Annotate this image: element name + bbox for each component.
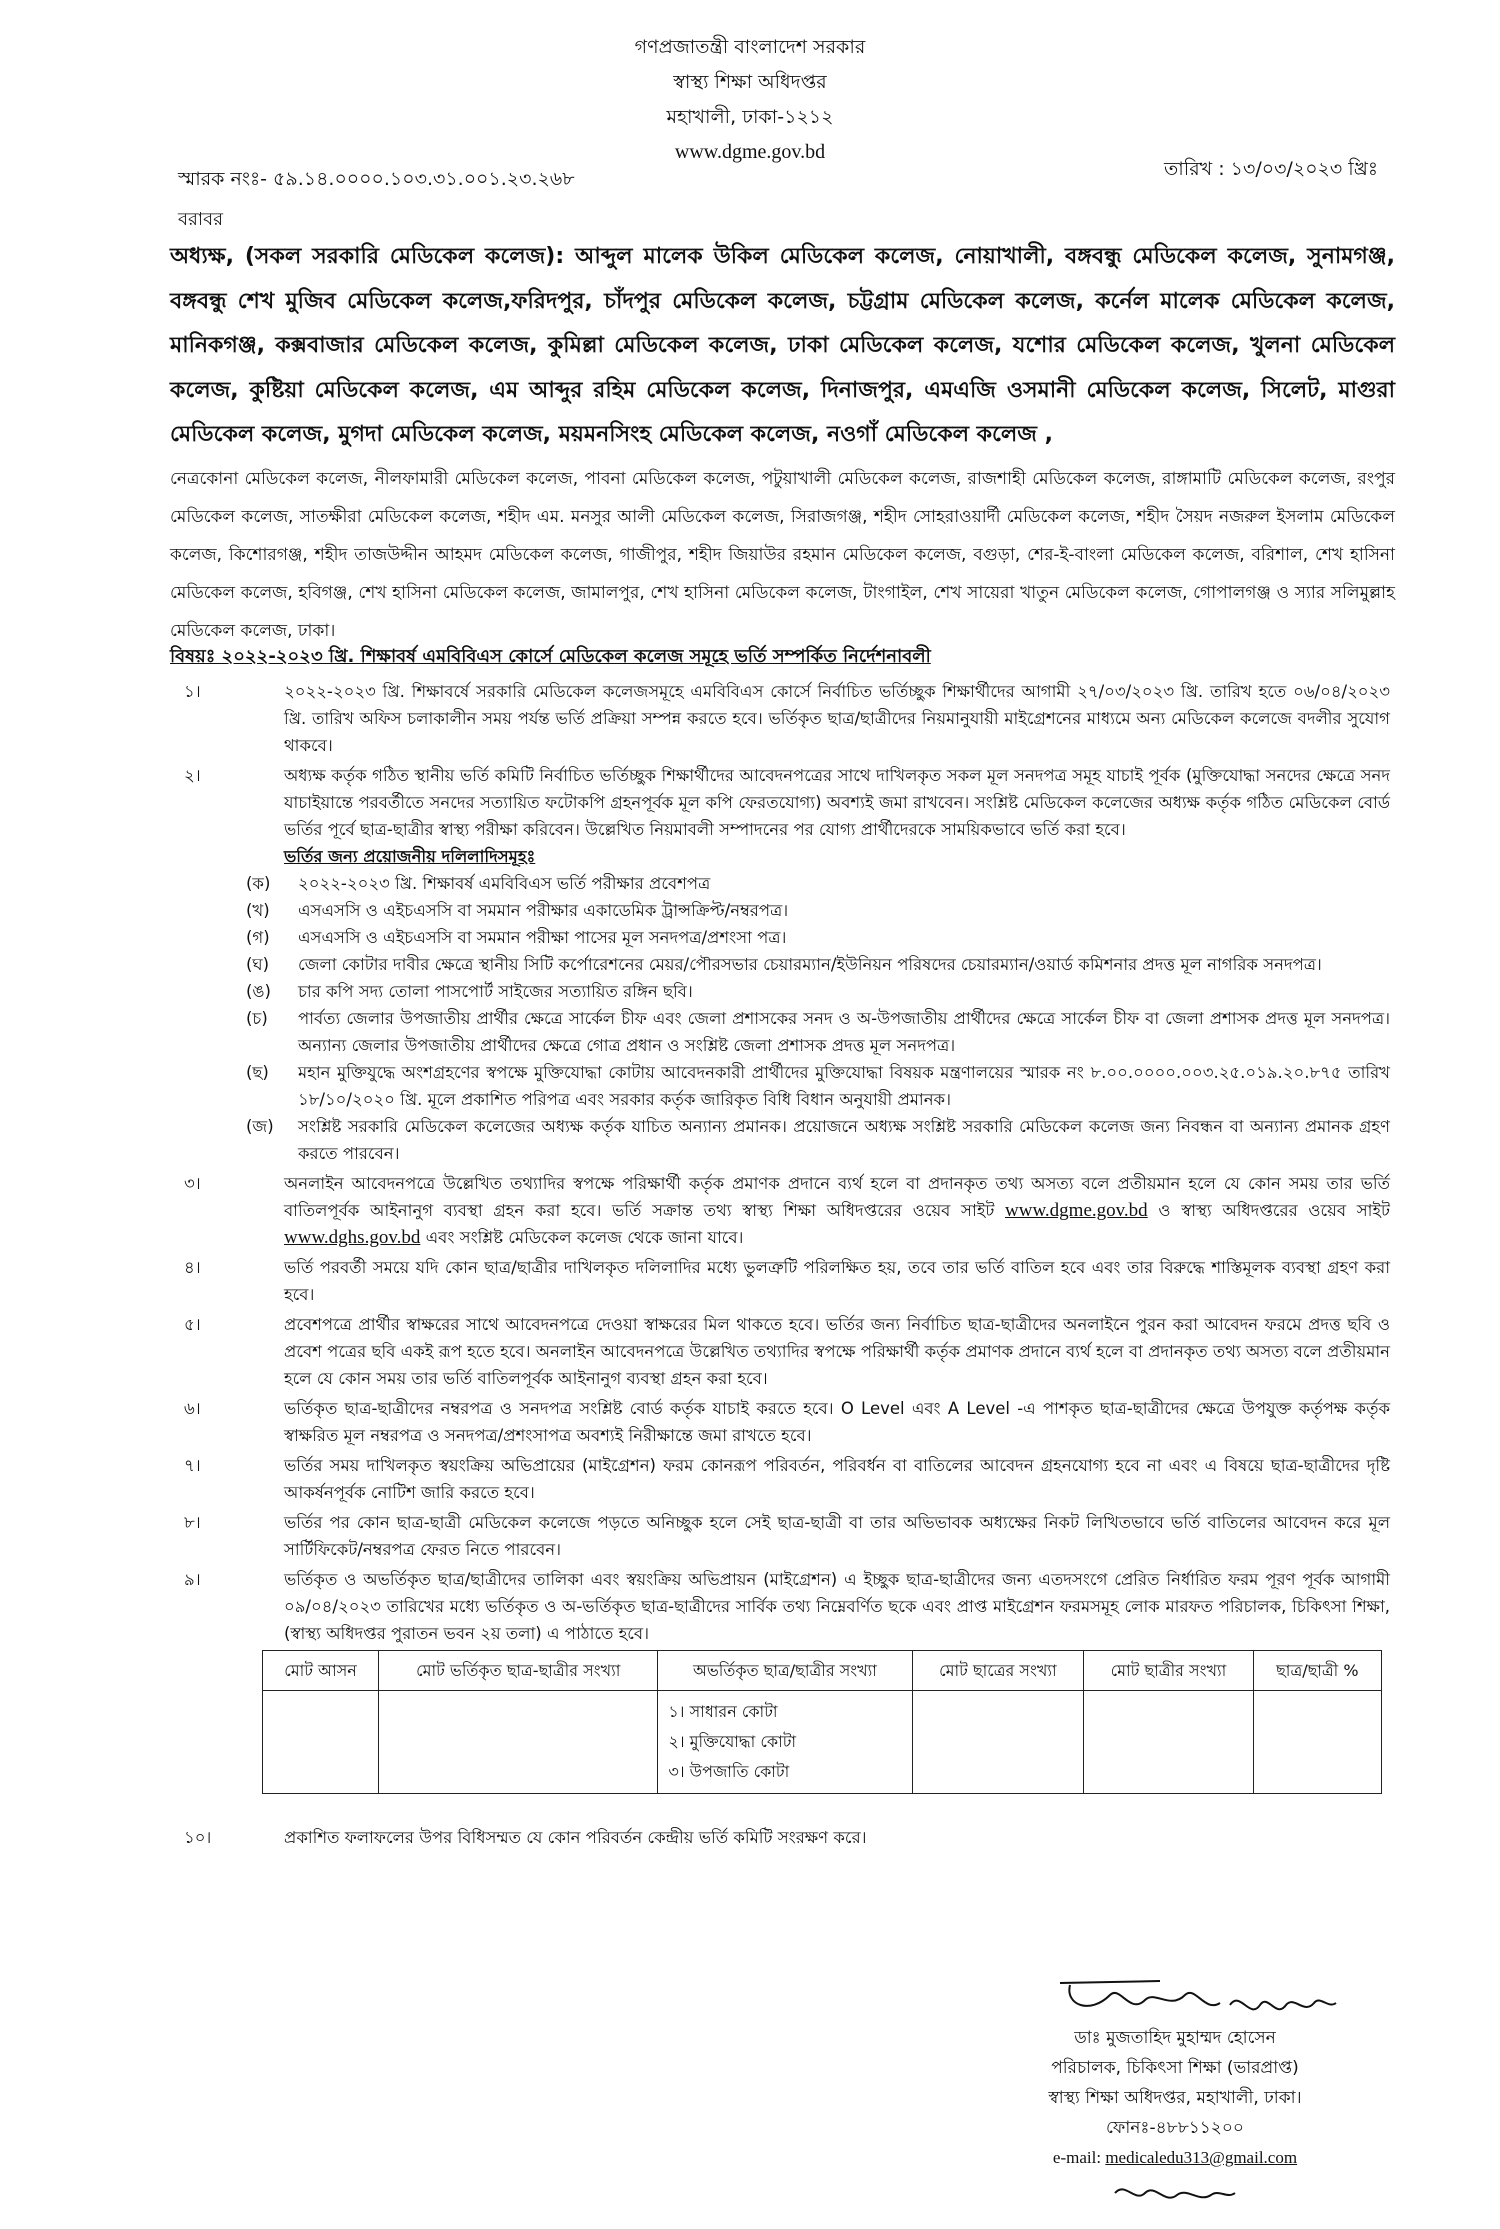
item-number: ৭।: [184, 1456, 201, 1475]
website: www.dgme.gov.bd: [674, 141, 826, 163]
signatory-phone: ফোনঃ-৪৮৮১১২০০: [1106, 2118, 1244, 2138]
item-text: ভর্তিকৃত ছাত্র-ছাত্রীদের নম্বরপত্র ও সনদপত্র সংশ্লিষ্ট বোর্ড কর্তৃক যাচাই করতে হবে। O Level এবং A Level -এ পাশকৃত ছাত্র-ছাত্রীদের ক্ষেত্রে উপযুক্ত কর্তৃপক্ষ কর্তৃক স্বাক্ষরিত মূল নম্বরপত্র ও সনদপত্র/প্রশংসাপত্র অবশ্যই নিরীক্ষান্তে জমা রাখতে হবে।: [284, 1399, 1390, 1445]
letter-date: তারিখ : ১৩/০৩/২০২৩ খ্রিঃ: [1164, 158, 1378, 180]
item-text-part: ও স্বাস্থ্য অধিদপ্তরের ওয়েব সাইট: [1158, 1201, 1390, 1220]
document-item: [246, 978, 1390, 1005]
list-item: [170, 1395, 1390, 1449]
item-text: প্রকাশিত ফলাফলের উপর বিধিসম্মত যে কোন পরিবর্তন কেন্দ্রীয় ভর্তি কমিটি সংরক্ষণ করে।: [284, 1828, 867, 1847]
address: মহাখালী, ঢাকা-১২১২: [666, 106, 834, 128]
document-text: এসএসসি ও এইচএসসি বা সমমান পরীক্ষা পাসের মূল সনদপত্র/প্রশংসা পত্র।: [298, 928, 787, 947]
document-item: [246, 1059, 1390, 1113]
table-cell: [379, 1691, 658, 1794]
document-item: [246, 870, 1390, 897]
government-name: গণপ্রজাতন্ত্রী বাংলাদেশ সরকার: [634, 36, 866, 58]
document-item: [246, 897, 1390, 924]
column-header: মোট আসন: [263, 1651, 379, 1691]
list-item: [170, 1566, 1390, 1647]
document-key: (ঙ): [246, 982, 271, 1001]
item-number: ১০।: [184, 1828, 212, 1847]
document-item: [246, 1005, 1390, 1059]
item-number: ৯।: [184, 1570, 201, 1589]
item-text: প্রবেশপত্রে প্রার্থীর স্বাক্ষরের সাথে আবেদনপত্রে দেওয়া স্বাক্ষরের মিল থাকতে হবে। ভর্তির জন্য নির্বাচিত ছাত্র-ছাত্রীদের অনলাইনে পুরন করা আবেদন ফরমে প্রদত্ত ছবি ও প্রবেশ পত্রের ছবি একই রূপ হতে হবে। অনলাইন আবেদনপত্রে উল্লেখিত তথ্যাদির স্বপক্ষে পরিক্ষার্থী কর্তৃক প্রমাণক প্রদানে ব্যর্থ হলে বা প্রদানকৃত তথ্য অসত্য বলে প্রতীয়মান হলে যে কোন সময় তার ভর্তি বাতিলপূর্বক আইনানুগ ব্যবস্থা গ্রহন করা হবে।: [284, 1315, 1390, 1388]
signature-icon: [960, 1975, 1390, 2023]
department-name: স্বাস্থ্য শিক্ষা অধিদপ্তর: [673, 71, 827, 93]
item-text: ভর্তি পরবর্তী সময়ে যদি কোন ছাত্র/ছাত্রীর দাখিলকৃত দলিলাদির মধ্যে ভুলত্রুটি পরিলক্ষিত হয়, তবে তার ভর্তি বাতিল হবে এবং তার বিরুদ্ধে শাস্তিমূলক ব্যবস্থা গ্রহণ করা হবে।: [284, 1258, 1390, 1304]
document-key: (ক): [246, 874, 271, 893]
memo-number: স্মারক নংঃ- ৫৯.১৪.০০০০.১০৩.৩১.০০১.২৩.২৬৮: [178, 168, 575, 190]
addressee-list-continued: নেত্রকোনা মেডিকেল কলেজ, নীলফামারী মেডিকেল কলেজ, পাবনা মেডিকেল কলেজ, পটুয়াখালী মেডিকেল কলেজ, রাজশাহী মেডিকেল কলেজ, রাঙ্গামাটি মেডিকেল কলেজ, রংপুর মেডিকেল কলেজ, সাতক্ষীরা মেডিকেল কলেজ, শহীদ এম. মনসুর আলী মেডিকেল কলেজ, সিরাজগঞ্জ, শহীদ সোহরাওয়ার্দী মেডিকেল কলেজ, শহীদ সৈয়দ নজরুল ইসলাম মেডিকেল কলেজ, কিশোরগঞ্জ, শহীদ তাজউদ্দীন আহমদ মেডিকেল কলেজ, গাজীপুর, শহীদ জিয়াউর রহমান মেডিকেল কলেজ, বগুড়া, শের-ই-বাংলা মেডিকেল কলেজ, বরিশাল, শেখ হাসিনা মেডিকেল কলেজ, হবিগঞ্জ, শেখ হাসিনা মেডিকেল কলেজ, জামালপুর, শেখ হাসিনা মেডিকেল কলেজ, টাংগাইল, শেখ সায়েরা খাতুন মেডিকেল কলেজ, গোপালগঞ্জ ও স্যার সলিমুল্লাহ মেডিকেল কলেজ, ঢাকা।: [170, 469, 1395, 641]
document-key: (ছ): [246, 1063, 269, 1082]
column-header: মোট ভর্তিকৃত ছাত্র-ছাত্রীর সংখ্যা: [379, 1651, 658, 1691]
list-item: [170, 678, 1390, 759]
addressee-list: অধ্যক্ষ, (সকল সরকারি মেডিকেল কলেজ): আব্দুল মালেক উকিল মেডিকেল কলেজ, নোয়াখালী, বঙ্গবন্ধু মেডিকেল কলেজ, সুনামগঞ্জ, বঙ্গবন্ধু শেখ মুজিব মেডিকেল কলেজ,ফরিদপুর, চাঁদপুর মেডিকেল কলেজ, চট্টগ্রাম মেডিকেল কলেজ, কর্নেল মালেক মেডিকেল কলেজ, মানিকগঞ্জ, কক্সবাজার মেডিকেল কলেজ, কুমিল্লা মেডিকেল কলেজ, ঢাকা মেডিকেল কলেজ, যশোর মেডিকেল কলেজ, খুলনা মেডিকেল কলেজ, কুষ্টিয়া মেডিকেল কলেজ, এম আব্দুর রহিম মেডিকেল কলেজ, দিনাজপুর, এমএজি ওসমানী মেডিকেল কলেজ, সিলেট, মাগুরা মেডিকেল কলেজ, মুগদা মেডিকেল কলেজ, ময়মনসিংহ মেডিকেল কলেজ, নওগাঁ মেডিকেল কলেজ ,: [170, 244, 1395, 447]
column-header: ছাত্র/ছাত্রী %: [1253, 1651, 1381, 1691]
item-text: ভর্তির সময় দাখিলকৃত স্বয়ংক্রিয় অভিপ্রায়ের (মাইগ্রেশন) ফরম কোনরূপ পরিবর্তন, পরিবর্ধন বা বাতিলের আবেদন গ্রহনযোগ্য হবে না এবং এ বিষয়ে ছাত্র-ছাত্রীদের দৃষ্টি আকর্ষনপূর্বক নোটিশ জারি করতে হবে।: [284, 1456, 1390, 1502]
table-cell: [1253, 1691, 1381, 1794]
signatory-designation: পরিচালক, চিকিৎসা শিক্ষা (ভারপ্রাপ্ত): [1051, 2058, 1299, 2078]
document-item: [246, 924, 1390, 951]
item-number: ৫।: [184, 1315, 201, 1334]
list-item: [170, 1509, 1390, 1563]
quota-cell: [658, 1691, 912, 1794]
document-item: [246, 951, 1390, 978]
list-item: [170, 1311, 1390, 1392]
column-header: মোট ছাত্রীর সংখ্যা: [1084, 1651, 1253, 1691]
document-text: এসএসসি ও এইচএসসি বা সমমান পরীক্ষার একাডেমিক ট্রান্সক্রিপ্ট/নম্বরপত্র।: [298, 901, 789, 920]
table-row: [263, 1691, 1382, 1794]
quota-tribal: ৩। উপজাতি কোটা: [668, 1762, 790, 1781]
signatory-email-line: [960, 2143, 1390, 2173]
document-key: (জ): [246, 1117, 274, 1136]
email-link[interactable]: medicaledu313@gmail.com: [1105, 2148, 1298, 2167]
admission-summary-table: [262, 1650, 1382, 1794]
document-key: (ঘ): [246, 955, 270, 974]
signatory-name: ডাঃ মুজতাহিদ মুহাম্মদ হোসেন: [1074, 2028, 1276, 2048]
item-text-part: অনলাইন আবেদনপত্রে উল্লেখিত তথ্যাদির স্বপক্ষে পরিক্ষার্থী কর্তৃক প্রমাণক প্রদানে ব্যর্থ হলে বা প্রদানকৃত তথ্য অসত্য বলে প্রতীয়মান হলে যে কোন সময় তার ভর্তি বাতিলপূর্বক আইনানুগ ব্যবস্থা গ্রহন করা হবে। ভর্তি সক্রান্ত তথ্য স্বাস্থ্য শিক্ষা অধিদপ্তরের ওয়েব সাইট: [284, 1174, 1390, 1220]
list-item: [170, 762, 1390, 1167]
quota-freedom-fighter: ২। মুক্তিযোদ্ধা কোটা: [668, 1732, 797, 1751]
item-number: ৪।: [184, 1258, 201, 1277]
dgme-website-link[interactable]: www.dgme.gov.bd: [1005, 1200, 1148, 1221]
table-cell: [1084, 1691, 1253, 1794]
item-text: অধ্যক্ষ কর্তৃক গঠিত স্থানীয় ভর্তি কমিটি নির্বাচিত ভর্তিচ্ছুক শিক্ষার্থীদের আবেদনপত্রের সাথে দাখিলকৃত সকল মূল সনদপত্র সমূহ যাচাই পূর্বক (মুক্তিযোদ্ধা সনদের ক্ষেত্রে সনদ যাচাইয়ান্তে পরবর্তীতে সনদের সত্যায়িত ফটোকপি গ্রহনপূর্বক মূল কপি ফেরতযোগ্য) অবশ্যই জমা রাখবেন। সংশ্লিষ্ট মেডিকেল কলেজের অধ্যক্ষ কর্তৃক গঠিত মেডিকেল বোর্ড ভর্তির পূর্বে ছাত্র-ছাত্রীর স্বাস্থ্য পরীক্ষা করিবেন। উল্লেখিত নিয়মাবলী সম্পাদনের পর যোগ্য প্রার্থীদেরকে সাময়িকভাবে ভর্তি করা হবে।: [284, 766, 1390, 839]
item-text: ভর্তিকৃত ও অভর্তিকৃত ছাত্র/ছাত্রীদের তালিকা এবং স্বয়ংক্রিয় অভিপ্রায়ন (মাইগ্রেশন) এ ইচ্ছুক ছাত্র-ছাত্রীদের জন্য এতদসংগে প্রেরিত নির্ধারিত ফরম পূরণ পূর্বক আগামী ০৯/০৪/২০২৩ তারিখের মধ্যে ভর্তিকৃত ও অ-ভর্তিকৃত ছাত্র-ছাত্রীদের সার্বিক তথ্য নিম্নেবর্ণিত ছকে এবং প্রাপ্ত মাইগ্রেশন ফরমসমূহ লোক মারফত পরিচালক, চিকিৎসা শিক্ষা, (স্বাস্থ্য অধিদপ্তর পুরাতন ভবন ২য় তলা) এ পাঠাতে হবে।: [284, 1570, 1390, 1643]
item-text: ভর্তির পর কোন ছাত্র-ছাত্রী মেডিকেল কলেজে পড়তে অনিচ্ছুক হলে সেই ছাত্র-ছাত্রী বা তার অভিভাবক অধ্যক্ষের নিকট লিখিতভাবে ভর্তি বাতিলের আবেদন করে মূল সার্টিফিকেট/নম্বরপত্র ফেরত নিতে পারবেন।: [284, 1513, 1390, 1559]
signatory-office: স্বাস্থ্য শিক্ষা অধিদপ্তর, মহাখালী, ঢাকা।: [1048, 2088, 1302, 2108]
quota-general: ১। সাধারন কোটা: [668, 1702, 778, 1721]
documents-heading: ভর্তির জন্য প্রয়োজনীয় দলিলাদিসমূহঃ: [284, 847, 536, 866]
document-key: (চ): [246, 1009, 268, 1028]
list-item: [170, 1254, 1390, 1308]
document-key: (গ): [246, 928, 270, 947]
item-number: ১।: [184, 682, 201, 701]
document-text: চার কপি সদ্য তোলা পাসপোর্ট সাইজের সত্যায়িত রঙ্গিন ছবি।: [298, 982, 693, 1001]
item-text: [284, 1170, 1390, 1251]
document-text: মহান মুক্তিযুদ্ধে অংশগ্রহণের স্বপক্ষে মুক্তিযোদ্ধা কোটায় আবেদনকারী প্রার্থীদের মুক্তিযোদ্ধা বিষয়ক মন্ত্রণালয়ের স্মারক নং ৮.০০.০০০০.০০৩.২৫.০১৯.২০.৮৭৫ তারিখ ১৮/১০/২০২০ খ্রি. মূলে প্রকাশিত পরিপত্র এবং সরকার কর্তৃক জারিকৃত বিধি বিধান অনুযায়ী প্রমানক।: [298, 1063, 1390, 1109]
column-header: অভর্তিকৃত ছাত্র/ছাত্রীর সংখ্যা: [658, 1651, 912, 1691]
list-item: [170, 1170, 1390, 1251]
initials-signature-icon: [1095, 2173, 1255, 2209]
to-label: বরাবর: [178, 209, 224, 230]
instructions-list: [170, 678, 1390, 1854]
subject-line: বিষয়ঃ ২০২২-২০২৩ খ্রি. শিক্ষাবর্ষ এমবিবিএস কোর্সে মেডিকেল কলেজ সমূহে ভর্তি সম্পর্কিত নির্দেশনাবলী: [170, 646, 931, 667]
list-item: [170, 1824, 1390, 1851]
list-item: [170, 1452, 1390, 1506]
column-header: মোট ছাত্রের সংখ্যা: [912, 1651, 1084, 1691]
item-body: [246, 762, 1390, 1167]
letterhead: [0, 30, 1500, 170]
item-text-part: এবং সংশ্লিষ্ট মেডিকেল কলেজ থেকে জানা যাবে।: [425, 1228, 744, 1247]
table-cell: [912, 1691, 1084, 1794]
table-cell: [263, 1691, 379, 1794]
dghs-website-link[interactable]: www.dghs.gov.bd: [284, 1227, 421, 1248]
document-text: ২০২২-২০২৩ খ্রি. শিক্ষাবর্ষ এমবিবিএস ভর্তি পরীক্ষার প্রবেশপত্র: [298, 874, 711, 893]
document-item: [246, 1113, 1390, 1167]
item-number: ৩।: [184, 1174, 201, 1193]
document-text: পার্বত্য জেলার উপজাতীয় প্রার্থীর ক্ষেত্রে সার্কেল চীফ এবং জেলা প্রশাসকের সনদ ও অ-উপজাতীয় প্রার্থীদের ক্ষেত্রে সার্কেল চীফ বা জেলা প্রশাসক প্রদত্ত মূল সনদপত্র। অন্যান্য জেলার উপজাতীয় প্রার্থীদের ক্ষেত্রে গোত্র প্রধান ও সংশ্লিষ্ট জেলা প্রশাসক প্রদত্ত মূল সনদপত্র।: [298, 1009, 1390, 1055]
document-key: (খ): [246, 901, 270, 920]
signature-block: [960, 1975, 1390, 2219]
document-text: জেলা কোটার দাবীর ক্ষেত্রে স্থানীয় সিটি কর্পোরেশনের মেয়র/পৌরসভার চেয়ারম্যান/ইউনিয়ন পরিষদের চেয়ারম্যান/ওয়ার্ড কমিশনার প্রদত্ত মূল নাগরিক সনদপত্র।: [298, 955, 1322, 974]
item-number: ২।: [184, 766, 201, 785]
document-text: সংশ্লিষ্ট সরকারি মেডিকেল কলেজের অধ্যক্ষ কর্তৃক যাচিত অন্যান্য প্রমানক। প্রয়োজনে অধ্যক্ষ সংশ্লিষ্ট সরকারি মেডিকেল কলেজ জন্য নিবন্ধন বা অন্যান্য প্রমানক গ্রহণ করতে পারবেন।: [298, 1117, 1390, 1163]
item-number: ৮।: [184, 1513, 201, 1532]
email-label: e-mail:: [1052, 2148, 1102, 2167]
item-number: ৬।: [184, 1399, 201, 1418]
table-header-row: [263, 1651, 1382, 1691]
handwritten-signature: [960, 1975, 1390, 2023]
item-text: ২০২২-২০২৩ খ্রি. শিক্ষাবর্ষে সরকারি মেডিকেল কলেজসমূহে এমবিবিএস কোর্সে নির্বাচিত ভর্তিচ্ছুক শিক্ষার্থীদের আগামী ২৭/০৩/২০২৩ খ্রি. তারিখ হতে ০৬/০৪/২০২৩ খ্রি. তারিখ অফিস চলাকালীন সময় পর্যন্ত ভর্তি প্রক্রিয়া সম্পন্ন করতে হবে। ভর্তিকৃত ছাত্র/ছাত্রীদের নিয়মানুযায়ী মাইগ্রেশনের মাধ্যমে অন্য মেডিকেল কলেজে বদলীর সুযোগ থাকবে।: [284, 682, 1390, 755]
